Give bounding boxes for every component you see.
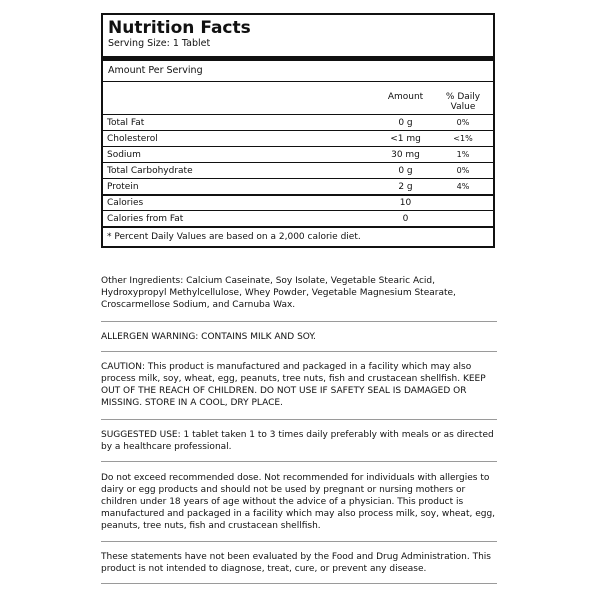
daily-value-footnote: * Percent Daily Values are based on a 2,000 calorie diet. <box>103 226 493 246</box>
nutrient-name: Total Fat <box>107 117 145 128</box>
nutrient-row-total-fat <box>103 114 493 130</box>
suggested-use: SUGGESTED USE: 1 tablet taken 1 to 3 times daily preferably with meals or as directed by a healthcare professional. <box>101 430 494 452</box>
dose-warning: Do not exceed recommended dose. Not recommended for individuals with allergies to dairy or egg products and should not be used by pregnant or nursing mothers or children under 18 years of age without the advice of a physician. This product is manufactured and packaged in a facility which may also process milk, soy, wheat, egg, peanuts, tree nuts, fish and crustacean shellfish. <box>101 473 496 531</box>
nutrient-dv: 0% <box>456 166 470 175</box>
nutrient-row-protein <box>103 178 493 194</box>
nutrient-row-sodium <box>103 146 493 162</box>
nutrient-row-total-carbohydrate <box>103 162 493 178</box>
col-daily-value: % Daily Value <box>445 92 481 112</box>
nutrient-dv: 1% <box>456 150 470 159</box>
panel-header <box>103 15 493 61</box>
calories-from-fat-row <box>103 210 493 226</box>
panel-title: Nutrition Facts <box>108 18 251 38</box>
other-ingredients: Other Ingredients: Calcium Caseinate, Soy Isolate, Vegetable Stearic Acid, Hydroxypropyl Methylcellulose, Whey Powder, Vegetable Magnesium Stearate, Croscarmellose Sodium, and Carnuba Wax. <box>101 276 456 310</box>
calories-amount: 10 <box>399 198 412 208</box>
divider <box>101 351 497 352</box>
nutrition-facts-panel <box>101 13 495 248</box>
calories-fat-label: Calories from Fat <box>107 213 184 224</box>
column-headers <box>103 82 493 114</box>
divider <box>101 541 497 542</box>
caution-text: CAUTION: This product is manufactured and packaged in a facility which may also process milk, soy, wheat, egg, peanuts, tree nuts, fish and crustacean shellfish. KEEP OUT OF THE REACH OF CHILDREN. DO NOT USE IF SAFETY SEAL IS DAMAGED OR MISSING. STORE IN A COOL, DRY PLACE. <box>101 362 486 408</box>
nutrient-name: Sodium <box>107 149 141 160</box>
nutrient-dv: 0% <box>456 118 470 127</box>
nutrient-amount: 2 g <box>398 181 413 192</box>
nutrient-amount: 30 mg <box>391 149 420 160</box>
allergen-warning: ALLERGEN WARNING: CONTAINS MILK AND SOY. <box>101 332 316 342</box>
nutrient-name: Protein <box>107 181 139 192</box>
amount-per-serving: Amount Per Serving <box>103 61 493 82</box>
divider <box>101 419 497 420</box>
col-amount: Amount <box>387 92 424 102</box>
divider <box>101 461 497 462</box>
nutrient-amount: 0 g <box>398 117 413 128</box>
fda-disclaimer: These statements have not been evaluated by the Food and Drug Administration. This product is not intended to diagnose, treat, cure, or prevent any disease. <box>101 552 491 574</box>
divider <box>101 321 497 322</box>
serving-size: Serving Size: 1 Tablet <box>108 38 211 49</box>
nutrient-amount: 0 g <box>398 165 413 176</box>
divider <box>101 583 497 584</box>
nutrient-row-cholesterol <box>103 130 493 146</box>
nutrient-dv: <1% <box>453 134 473 143</box>
calories-row <box>103 194 493 210</box>
calories-label: Calories <box>107 198 144 208</box>
nutrient-name: Total Carbohydrate <box>107 165 193 176</box>
calories-fat-amount: 0 <box>402 213 409 224</box>
nutrient-name: Cholesterol <box>107 133 158 144</box>
nutrient-dv: 4% <box>456 182 470 191</box>
nutrient-amount: <1 mg <box>390 133 421 144</box>
